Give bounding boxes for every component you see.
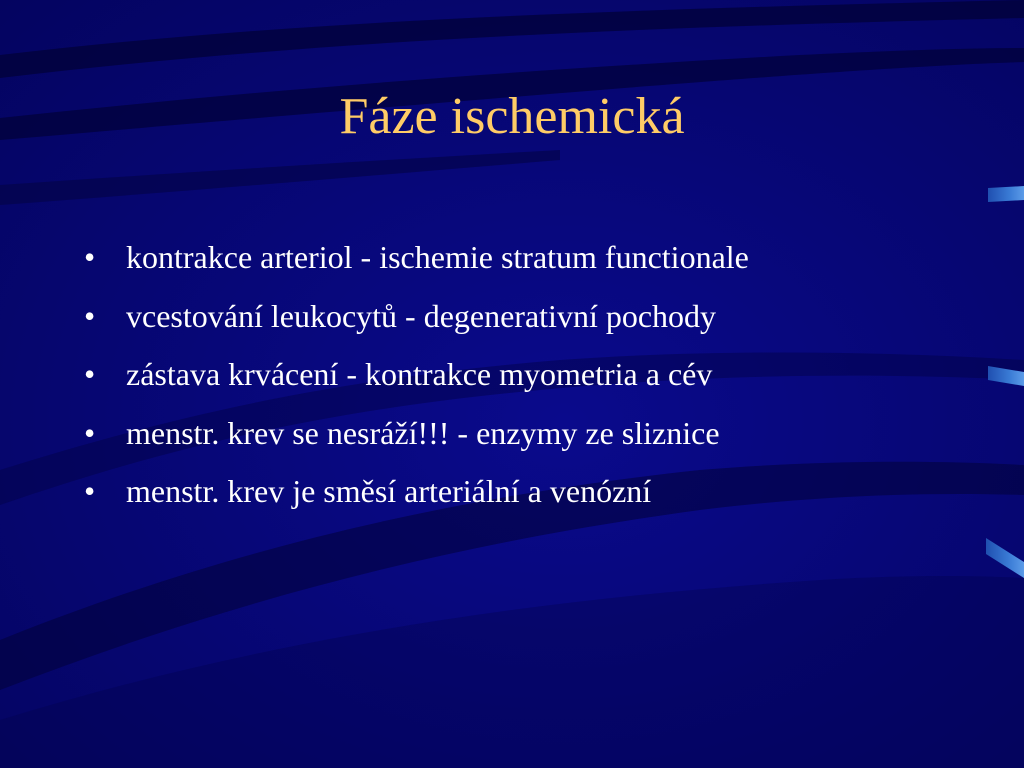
list-item [84, 228, 964, 287]
list-item [84, 287, 964, 346]
bullet-text: menstr. krev je směsí arteriální a venózní [126, 473, 652, 509]
bullet-list [84, 228, 964, 521]
bullet-icon: • [84, 239, 96, 275]
bullet-text: vcestování leukocytů - degenerativní pochody [126, 297, 717, 334]
slide-title: Fáze ischemická [339, 88, 685, 145]
accent-bar [988, 186, 1024, 202]
list-item [84, 462, 964, 521]
bullet-icon: • [84, 414, 96, 451]
bullet-text: menstr. krev se nesráží!!! - enzymy ze sliznice [126, 414, 720, 451]
accent-bar [986, 538, 1024, 578]
bullet-icon: • [84, 356, 96, 392]
bullet-text: kontrakce arteriol - ischemie stratum functionale [126, 239, 749, 275]
list-item [84, 404, 964, 463]
list-item [84, 345, 964, 404]
bullet-text: zástava krvácení - kontrakce myometria a cév [126, 356, 713, 392]
bullet-icon: • [84, 297, 96, 334]
bullet-icon: • [84, 473, 96, 509]
swoosh-band [0, 150, 560, 205]
